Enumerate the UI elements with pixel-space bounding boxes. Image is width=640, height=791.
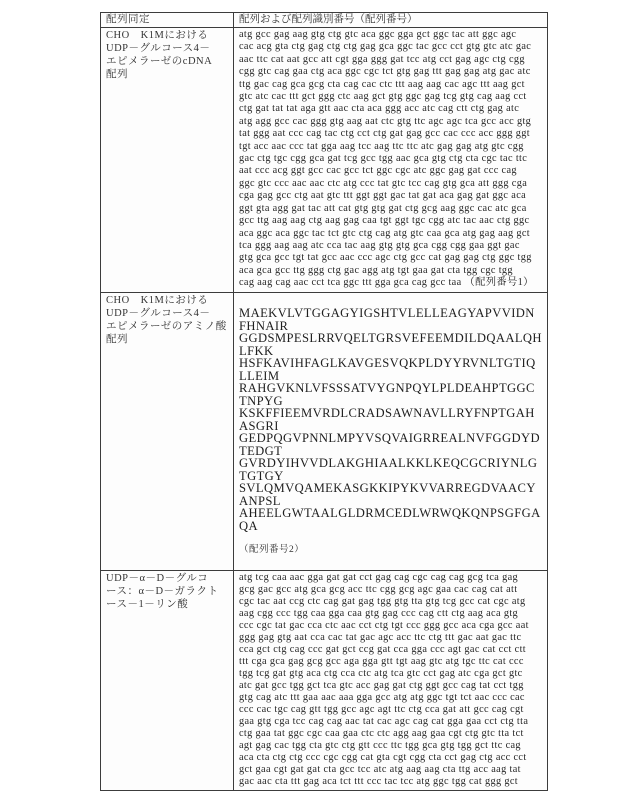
- row-label-udp-glucose-epimerase-amino-acid: CHO K1Mにおける UDP－グルコース4－ エピメラーゼのアミノ酸 配列: [106, 294, 227, 345]
- table-row-amino-acid-sequence: [101, 292, 547, 571]
- table-header-row: [101, 13, 547, 27]
- header-sequence-identification: 配列同定: [106, 14, 150, 25]
- dna-sequence-seq-id-1: atg gcc gag aag gtg ctg gtc aca ggc gga gct ggc tac att ggc agc cac acg gta ctg gag ctg ctg gag gca ggc tac gcc cct gtg gtc atc gac aac ttc cat aat gcc att cgt gga ggg gat tcc atg cct gag agc ctg cgg cgg gtc cag gaa ctg aca ggc cgc tct gtg gag ttt gag gag atg gac atc ttg gac cag gca gcg cta cag cac ctc ttt aag aag cac agc ttt aag gct gtc atc cac ttt gct ggg ctc aag gct gtg ggc gag tcg gtg cag aag cct ctg gat tat tat aga gtt aac cta aca ggg acc atc cag ctt ctg gag atc atg agg gcc cac ggg gtg aag aat ctc gtg ttc agc agc tca gcc acc gtg tat ggg aat ccc cag tac ctg cct ctg gat gag gcc cac ccc acc ggg ggt tgt acc aac ccc tat gga aag tcc aag ttc ttc atc gag gag atg gtc cgg gac ctg tgc cgg gca gat tcg gcc tgg aac gca gtg ctg cta cgc tac ttc aat ccc acg ggt gcc cac gcc tct ggc cgc atc ggc gag gat ccc cag ggc gtc ccc aac aac ctc atg ccc tat gtc tcc cag gtg gca att ggg cga cga gag gcc ctg aat gtc ttt ggt ggt gac tat gat aca gag gat ggc aca ggt gta agg gat tac att cat gtg gtg gat ctg gcg aag ggc cac atc gca gcc ttg aag aag ctg aag gag caa tgt ggt tgc cgg atc tac aac ctg ggc aca ggc aca ggc tac tct gtc ctg cag atg gtc caa gca atg gag aag gct tca ggg aag aag atc cca tac aag gtg gtg gca cgg cgg gaa ggt gac gtg gca gcc tgt tat gcc aac ccc agc ctg gcc cat gag gag ctg ggc tgg aca gca gcc ttg ggg ctg gac agg atg tgt gaa gat cta tgg cgc tgg cag aag cag aac cct tca ggc ttt gga gca cag gcc taa （配列番号1）: [233, 28, 547, 292]
- table-row-galactose-phosphate: [101, 570, 547, 790]
- row-label-udp-alpha-d-glucose-galactose-phosphate: UDP－α－D－グルコ ース：α－D－ガラクト ース－1－リン酸: [106, 573, 219, 611]
- sequence-table: [100, 12, 548, 791]
- sequence-id-tag-2: （配列番号2）: [239, 544, 305, 555]
- header-sequence-and-id-number: 配列および配列識別番号（配列番号）: [233, 13, 547, 27]
- amino-acid-sequence-lines: MAEKVLVTGGAGYIGSHTVLELLEAGYAPVVIDNFHNAIR GGDSMPESLRRVQELTGRSVEFEEMDILDQAALQHLFKK HSFKAVIHFAGLKAVGESVQKPLDYYRVNLTGTIQLLEIM RAHGVKNLVFSSSATVYGNPQYLPLDEAHPTGGCTNPYG KSKFFIEEMVRDLCRADSAWNAVLLRYFNPTGAHASGRI GEDPQGVPNNLMPYVSQVAIGRREALNVFGGDYDTEDGT GVRDYIHVVDLAKGHIAALKKLKEQCGCRIYNLGTGTGY SVLQMVQAMEKASGKKIPYKVVARREGDVAACYANPSL AHEELGWTAALGLDRMCEDLWRWQKQNPSGFGAQA: [239, 306, 542, 533]
- dna-sequence-row-3: atg tcg caa aac gga gat gat cct gag cag cgc cag cag gcg tca gag gcg gac gcc atg gca gcg acc ttc cgg gcg agc gaa cac cag cat att cgc tac aat ccg ctc cag gat gag tgg gtg tta gtg tcg gcc cat cgc atg aag cgg ccc tgg caa gga caa gtg gag ccc cag ctt ctg aag aca gtg ccc cgc tat gac cca ctc aac cct ctg tgt ccc ggg gcc aca cga gcc aat ggg gag gtg aat cca cac tat gac agc acc ttc ctg ttt gac aat gac ttc cca gct ctg cag ccc gat gct ccg gat cca gga ccc agt gac cat cct ctt ttt cga gca gag gcg gcc aga gga gtt tgt aag gtc atg tgc ttc cat ccc tgg tcg gat gtg aca ctg cca ctc atg tca gtc cct gag atc cga gct gtc atc gat gcc tgg gct tca gtc acc gag gat ctg ggt gcc cag tat cct tgg gtg cag atc ttt gaa aac aaa gga gcc atg atg ggc tgt tct aac ccc cac ccc cac tgc cag gtt tgg gcc agc agt ttc ctg cca gat att gcc cag cgt gaa gtg cga tcc cag cag aac tat cac agc cag cat gga gaa cct ctg tta ctg gaa tat ggc cgc caa gaa ctc ctc agg aag gaa cgt ctg gtc tta tct agt gag cac tgg cta gtc ctg gtt ccc ttc tgg gca gtg tgg gct ttc cag aca cta ctg ctg ccc cgc cgg cat gta cgt cgg cta cct gag ctg acc cct gct gaa cgt gat gat cta gcc tcc atc atg aag aag cta ttg acc aag tat gac aac cta ttt gag aca tct ttt ccc tac tcc atg ggc tgg cat ggg gct: [233, 571, 547, 790]
- amino-acid-sequence-seq-id-2: [233, 293, 547, 571]
- table-row-cdna-sequence: [101, 27, 547, 292]
- row-label-udp-glucose-epimerase-cdna: CHO K1Mにおける UDP－グルコース4－ エピメラーゼのcDNA 配列: [106, 30, 213, 80]
